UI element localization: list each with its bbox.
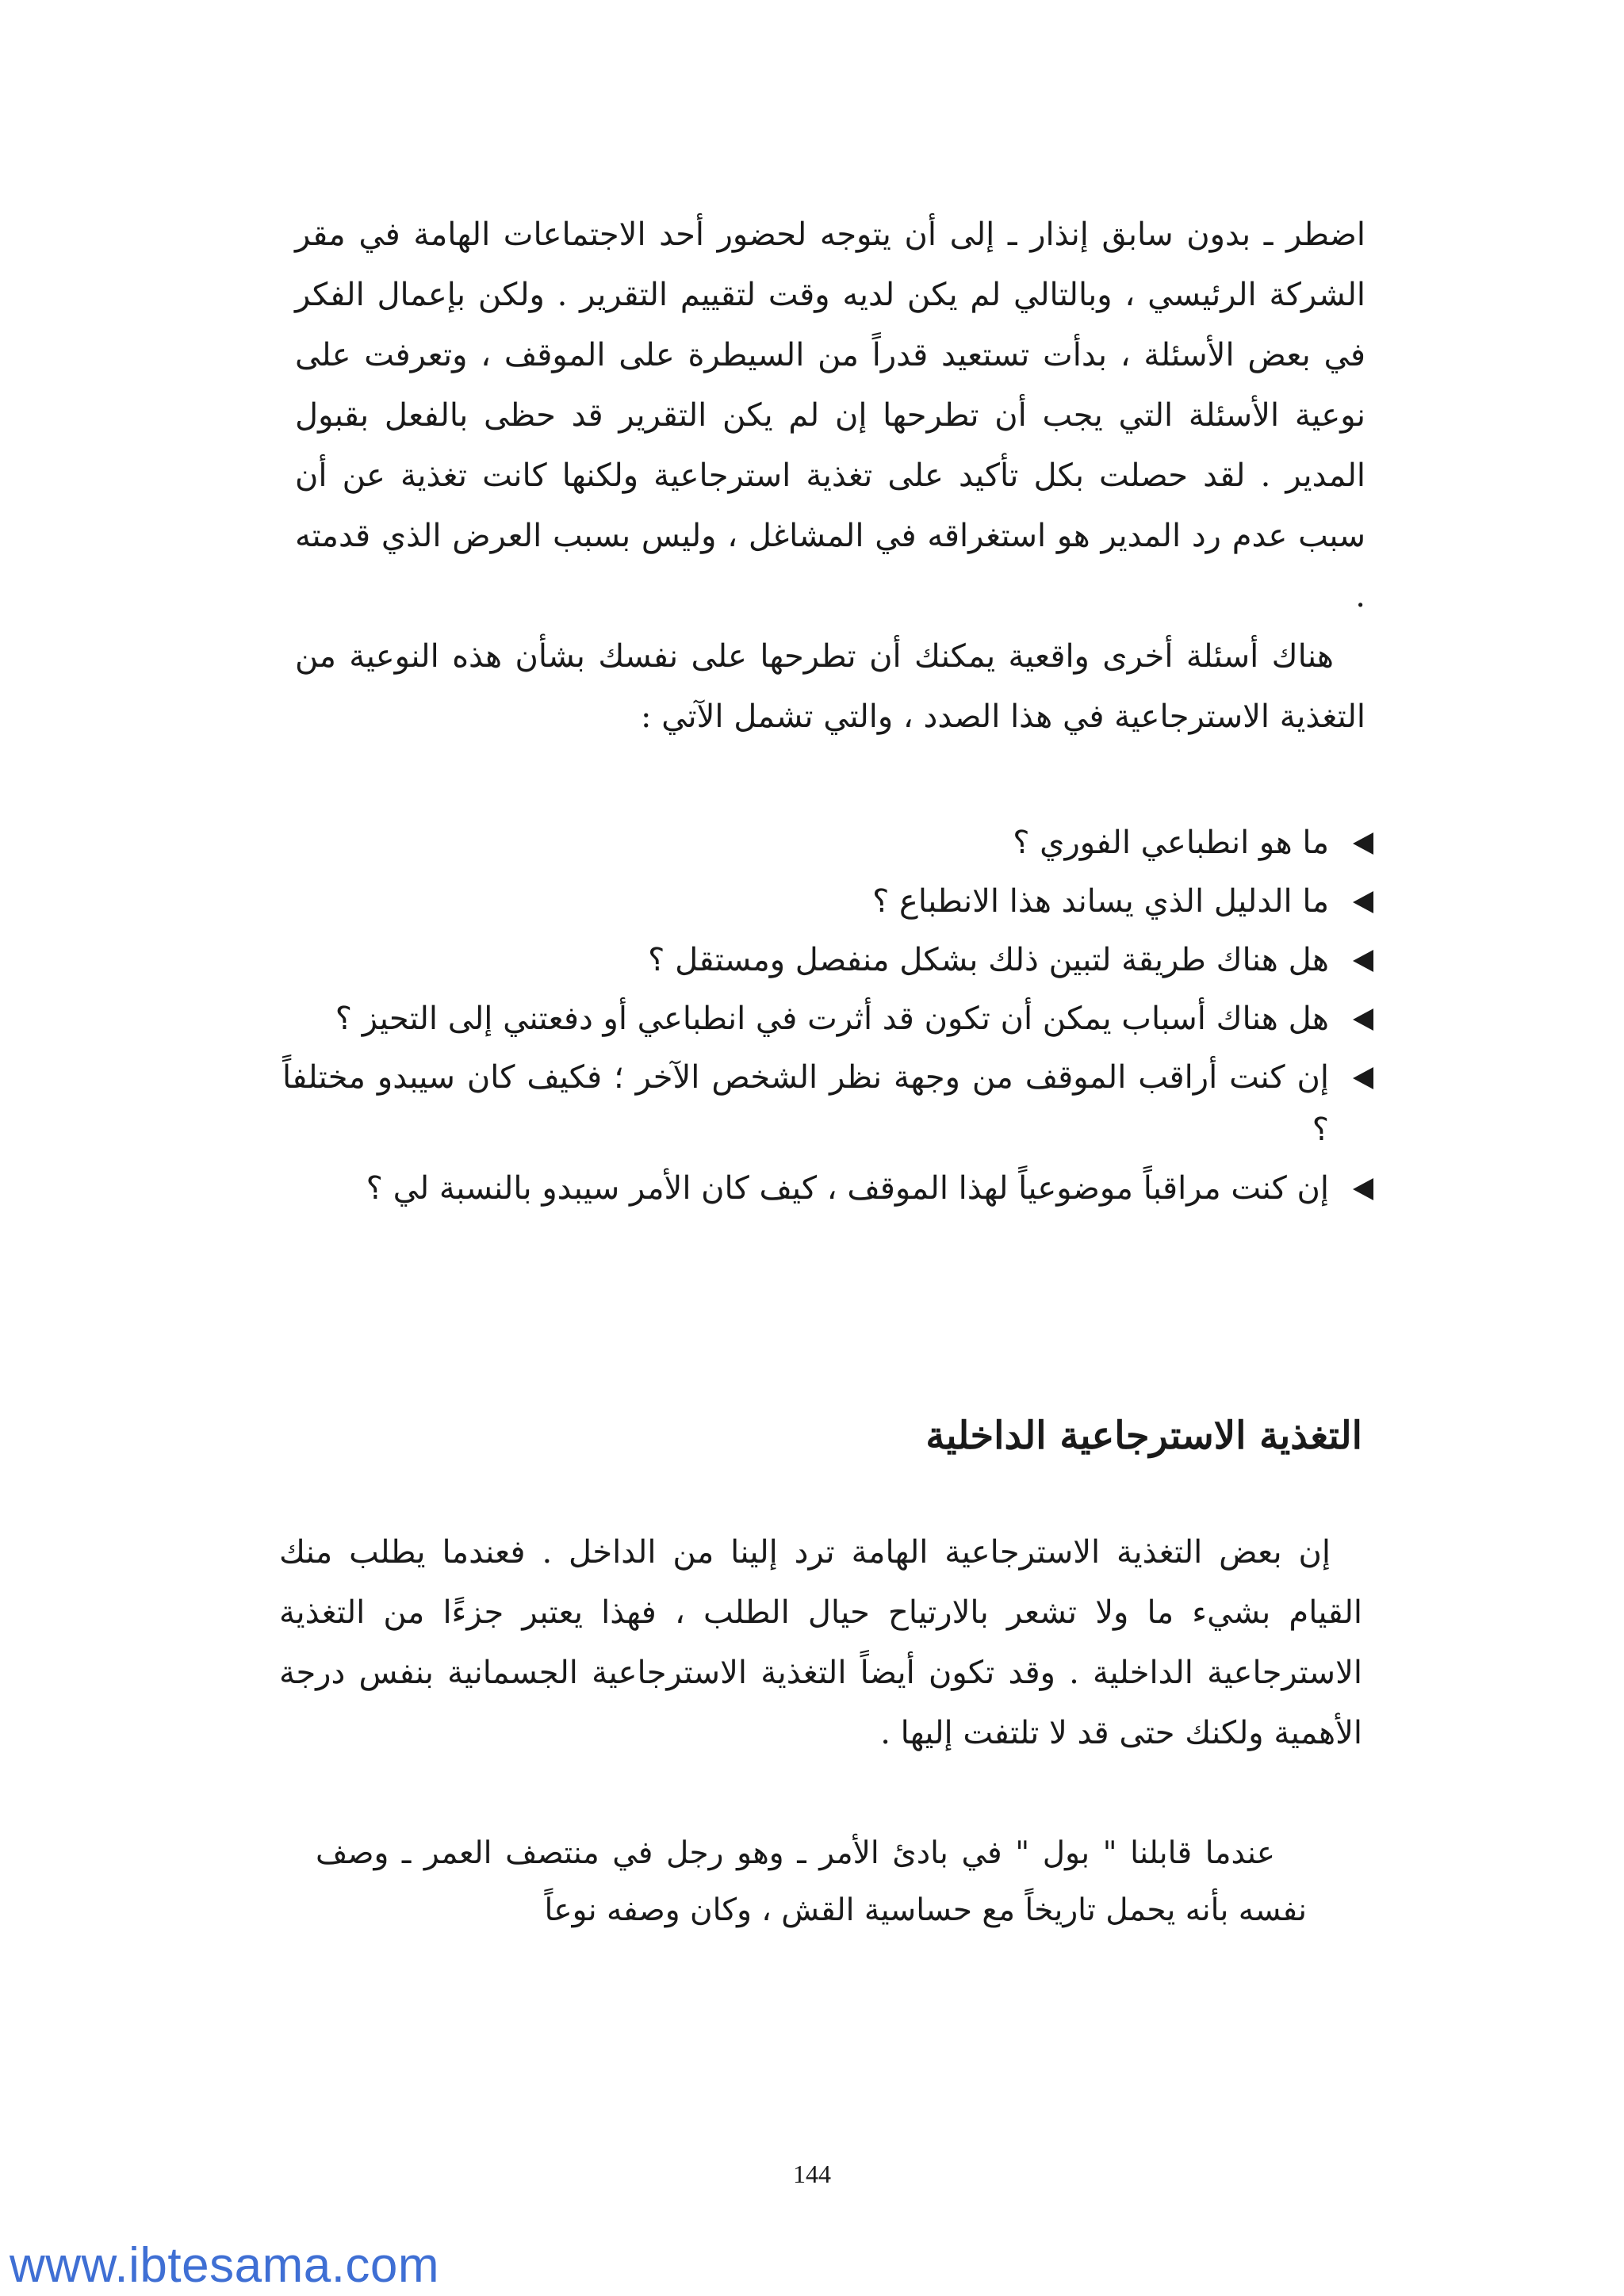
triangle-bullet-icon xyxy=(1353,832,1373,855)
triangle-bullet-icon xyxy=(1353,891,1373,913)
case-study-excerpt: عندما قابلنا " بول " في بادئ الأمر ـ وهو رجل في منتصف العمر ـ وصف نفسه بأنه يحمل تاريخاً مع حساسية القش ، وكان وصفه نوعاً xyxy=(316,1835,1307,1928)
body-paragraph-3: إن بعض التغذية الاسترجاعية الهامة ترد إلينا من الداخل . فعندما يطلب منك القيام بشيء ما ولا تشعر بالارتياح حيال الطلب ، فهذا يعتبر جزءًا من التغذية الاسترجاعية الداخلية . وقد تكون أيضاً التغذية الاسترجاعية الجسمانية بنفس درجة الأهمية ولكنك حتى قد لا تلتفت إليها . xyxy=(279,1534,1362,1751)
list-item xyxy=(282,1051,1373,1156)
question-list xyxy=(282,817,1373,1221)
body-paragraph-1: اضطر ـ بدون سابق إنذار ـ إلى أن يتوجه لحضور أحد الاجتماعات الهامة في مقر الشركة الرئيسي ، وبالتالي لم يكن لديه وقت لتقييم التقرير . ولكن بإعمال الفكر في بعض الأسئلة ، بدأت تستعيد قدراً من السيطرة على الموقف ، وتعرفت على نوعية الأسئلة التي يجب أن تطرحها إن لم يكن التقرير قد حظى بالفعل بقبول المدير . لقد حصلت بكل تأكيد على تغذية استرجاعية ولكنها كانت تغذية عن أن سبب عدم رد المدير هو استغراقه في المشاغل ، وليس بسبب العرض الذي قدمته . xyxy=(295,216,1365,614)
list-item-text: ما الدليل الذي يساند هذا الانطباع ؟ xyxy=(872,883,1329,920)
website-watermark[interactable]: www.ibtesama.com xyxy=(10,2238,440,2293)
list-item-text: هل هناك أسباب يمكن أن تكون قد أثرت في انطباعي أو دفعتني إلى التحيز ؟ xyxy=(335,1001,1329,1037)
list-item-text: إن كنت مراقباً موضوعياً لهذا الموقف ، كيف كان الأمر سيبدو بالنسبة لي ؟ xyxy=(366,1170,1329,1207)
list-item-text: إن كنت أراقب الموقف من وجهة نظر الشخص الآخر ؛ فكيف كان سيبدو مختلفاً ؟ xyxy=(282,1059,1329,1148)
list-item xyxy=(282,875,1373,928)
section-heading: التغذية الاسترجاعية الداخلية xyxy=(925,1414,1362,1458)
list-item xyxy=(282,817,1373,869)
list-item-text: هل هناك طريقة لتبين ذلك بشكل منفصل ومستقل ؟ xyxy=(648,942,1329,978)
triangle-bullet-icon xyxy=(1353,1008,1373,1031)
body-paragraph-2: هناك أسئلة أخرى واقعية يمكنك أن تطرحها على نفسك بشأن هذه النوعية من التغذية الاسترجاعية في هذا الصدد ، والتي تشمل الآتي : xyxy=(295,638,1365,735)
list-item-text: ما هو انطباعي الفوري ؟ xyxy=(1013,825,1329,861)
page-number: 144 xyxy=(793,2160,831,2188)
list-item xyxy=(282,993,1373,1045)
triangle-bullet-icon xyxy=(1353,1178,1373,1200)
list-item xyxy=(282,934,1373,986)
triangle-bullet-icon xyxy=(1353,950,1373,972)
triangle-bullet-icon xyxy=(1353,1067,1373,1089)
list-item xyxy=(282,1162,1373,1215)
